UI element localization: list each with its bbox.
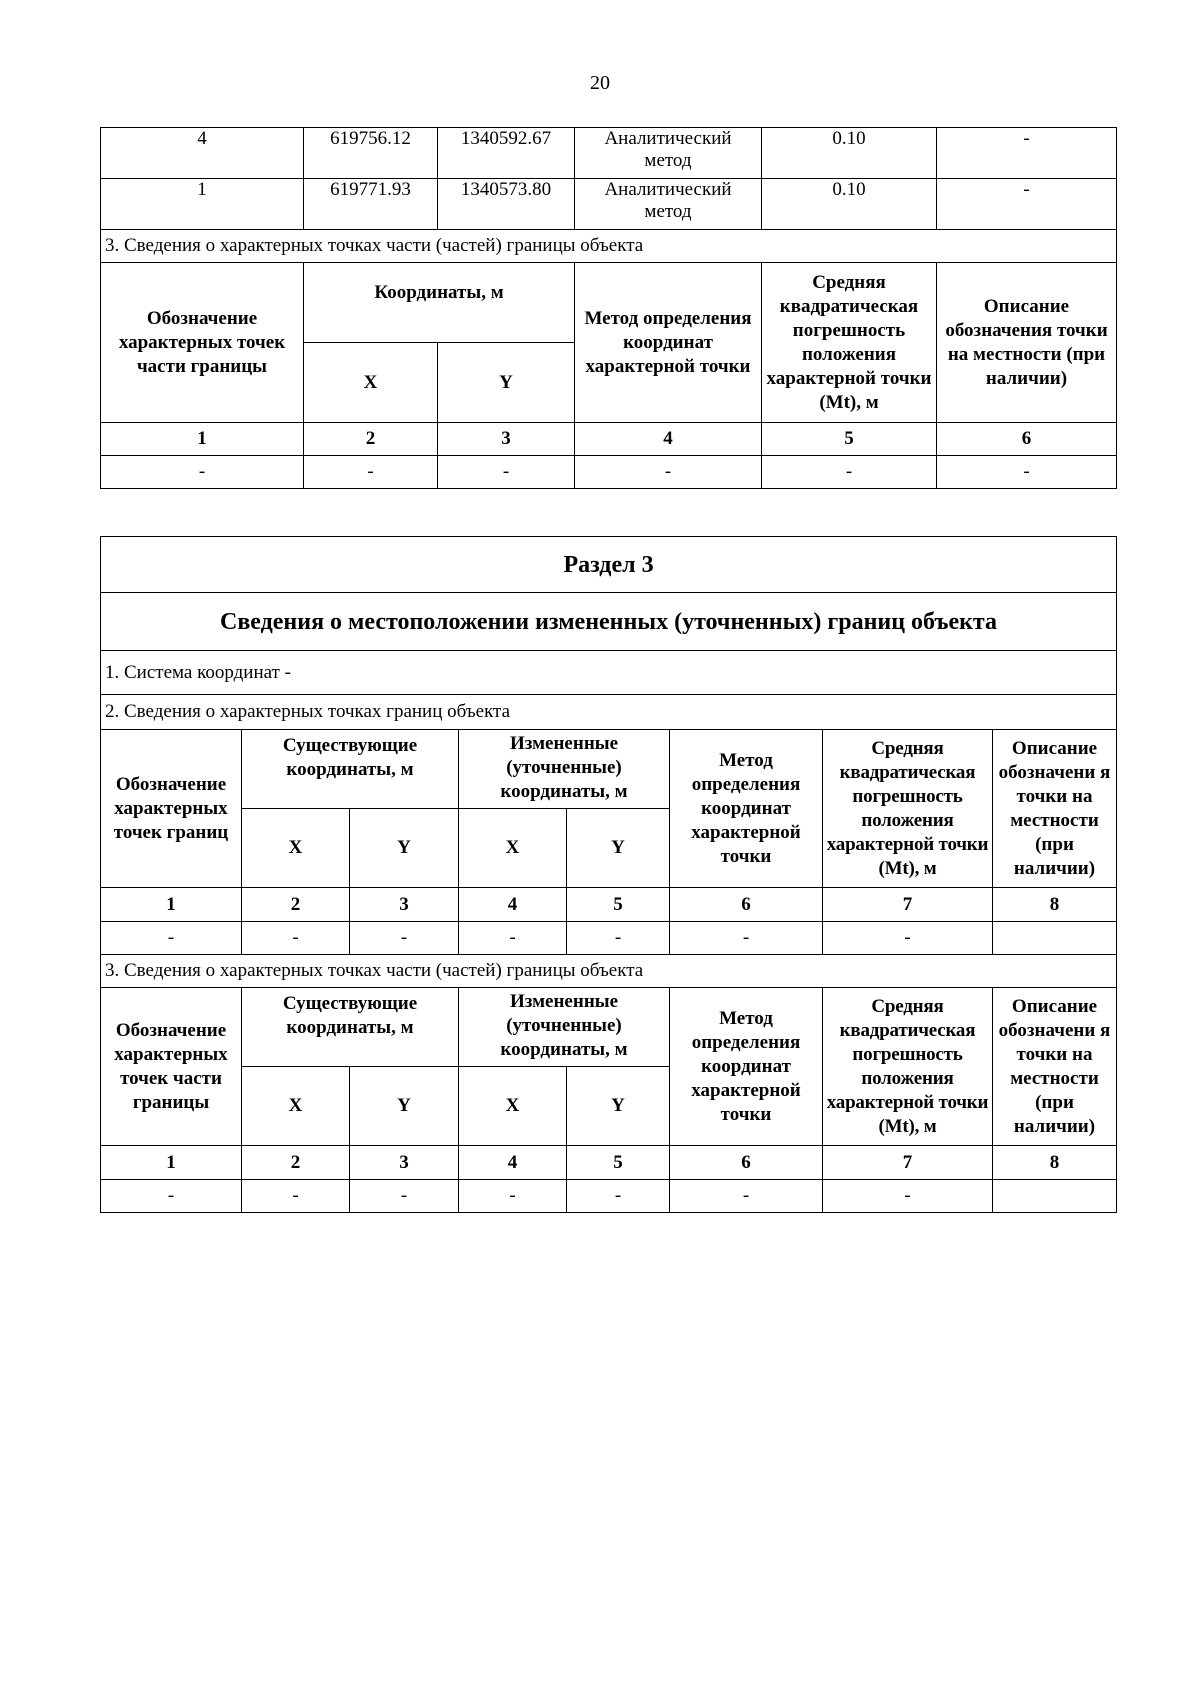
section-heading: Раздел 3 (101, 537, 1117, 593)
subsection-title-row (101, 230, 1117, 263)
empty-cell (993, 922, 1117, 955)
header-coordinates: Координаты, м (304, 263, 575, 343)
header-y: Y (567, 1067, 670, 1146)
header-description: Описание обозначения точки на местности (при наличии) (937, 263, 1117, 423)
column-number: 6 (937, 423, 1117, 456)
point-id: 1 (101, 179, 304, 230)
empty-cell: - (567, 1180, 670, 1213)
column-number: 5 (762, 423, 937, 456)
coord-y: 1340592.67 (438, 128, 575, 179)
table-row (101, 179, 1117, 230)
empty-cell (993, 1180, 1117, 1213)
header-method: Метод определения координат характерной точки (670, 988, 823, 1146)
header-changed-coordinates: Измененные (уточненные) координаты, м (459, 988, 670, 1067)
column-number: 6 (670, 1146, 823, 1180)
empty-cell: - (670, 1180, 823, 1213)
header-description: Описание обозначени я точки на местности (при наличии) (993, 988, 1117, 1146)
header-error: Средняя квадратическая погрешность положения характерной точки (Mt), м (823, 730, 993, 888)
header-description: Описание обозначени я точки на местности (при наличии) (993, 730, 1117, 888)
empty-cell: - (242, 1180, 350, 1213)
subsection-title: 3. Сведения о характерных точках части (частей) границы объекта (101, 230, 1117, 263)
empty-cell: - (937, 456, 1117, 489)
column-number: 5 (567, 888, 670, 922)
empty-cell: - (762, 456, 937, 489)
empty-cell: - (304, 456, 438, 489)
empty-cell: - (459, 922, 567, 955)
error: 0.10 (762, 128, 937, 179)
column-number: 4 (459, 888, 567, 922)
empty-cell: - (567, 922, 670, 955)
column-number: 3 (350, 1146, 459, 1180)
header-y: Y (438, 343, 575, 423)
header-point-label: Обозначение характерных точек части границы (101, 263, 304, 423)
empty-cell: - (350, 1180, 459, 1213)
page-number: 20 (590, 72, 610, 94)
header-y: Y (567, 809, 670, 888)
header-method: Метод определения координат характерной точки (575, 263, 762, 423)
column-number: 8 (993, 1146, 1117, 1180)
header-x: X (459, 809, 567, 888)
header-x: X (459, 1067, 567, 1146)
description: - (937, 128, 1117, 179)
column-number: 1 (101, 888, 242, 922)
section-title: Сведения о местоположении измененных (уточненных) границ объекта (101, 593, 1117, 651)
header-changed-coordinates: Измененные (уточненные) координаты, м (459, 730, 670, 809)
empty-cell: - (242, 922, 350, 955)
continuation-table (100, 127, 1117, 489)
subsection-title: 3. Сведения о характерных точках части (частей) границы объекта (101, 955, 1117, 988)
empty-cell: - (823, 1180, 993, 1213)
header-x: X (304, 343, 438, 423)
header-point-label: Обозначение характерных точек части границы (101, 988, 242, 1146)
column-number: 4 (575, 423, 762, 456)
coordinate-system: 1. Система координат - (101, 651, 1117, 695)
table-row (101, 1180, 1117, 1213)
column-number: 8 (993, 888, 1117, 922)
column-numbers-row (101, 423, 1117, 456)
coord-x: 619756.12 (304, 128, 438, 179)
coord-x: 619771.93 (304, 179, 438, 230)
column-number: 7 (823, 888, 993, 922)
empty-cell: - (459, 1180, 567, 1213)
method: Аналитический метод (575, 179, 762, 230)
column-number: 6 (670, 888, 823, 922)
table-row (101, 922, 1117, 955)
header-method: Метод определения координат характерной точки (670, 730, 823, 888)
empty-cell: - (438, 456, 575, 489)
column-numbers-row (101, 1146, 1117, 1180)
empty-cell: - (101, 1180, 242, 1213)
column-number: 2 (242, 888, 350, 922)
description: - (937, 179, 1117, 230)
header-y: Y (350, 1067, 459, 1146)
error: 0.10 (762, 179, 937, 230)
header-x: X (242, 1067, 350, 1146)
empty-cell: - (350, 922, 459, 955)
empty-cell: - (670, 922, 823, 955)
subsection-title: 2. Сведения о характерных точках границ объекта (101, 695, 1117, 730)
column-number: 3 (438, 423, 575, 456)
header-existing-coordinates: Существующие координаты, м (242, 988, 459, 1067)
header-error: Средняя квадратическая погрешность положения характерной точки (Mt), м (762, 263, 937, 423)
empty-cell: - (823, 922, 993, 955)
column-number: 7 (823, 1146, 993, 1180)
header-existing-coordinates: Существующие координаты, м (242, 730, 459, 809)
column-number: 3 (350, 888, 459, 922)
column-numbers-row (101, 888, 1117, 922)
column-number: 4 (459, 1146, 567, 1180)
header-x: X (242, 809, 350, 888)
column-number: 5 (567, 1146, 670, 1180)
method: Аналитический метод (575, 128, 762, 179)
empty-cell: - (575, 456, 762, 489)
column-number: 2 (304, 423, 438, 456)
column-number: 1 (101, 1146, 242, 1180)
table-row (101, 128, 1117, 179)
empty-cell: - (101, 456, 304, 489)
section3-table (100, 536, 1117, 1213)
table-row (101, 456, 1117, 489)
header-y: Y (350, 809, 459, 888)
header-point-label: Обозначение характерных точек границ (101, 730, 242, 888)
point-id: 4 (101, 128, 304, 179)
header-error: Средняя квадратическая погрешность положения характерной точки (Mt), м (823, 988, 993, 1146)
coord-y: 1340573.80 (438, 179, 575, 230)
column-number: 1 (101, 423, 304, 456)
column-number: 2 (242, 1146, 350, 1180)
empty-cell: - (101, 922, 242, 955)
